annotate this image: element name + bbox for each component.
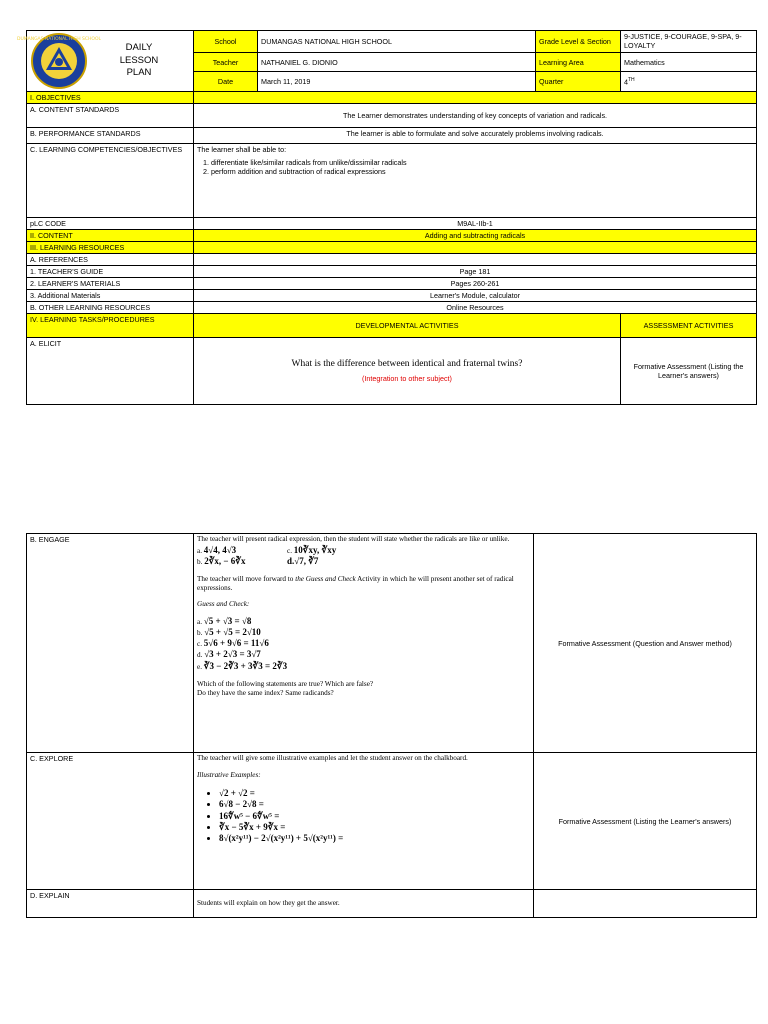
explore-assessment: Formative Assessment (Listing the Learner's answers)	[534, 753, 757, 890]
performance-standards-label: B. PERFORMANCE STANDARDS	[27, 128, 194, 144]
plc-code-label: pLC CODE	[27, 218, 194, 230]
explain-assessment	[534, 890, 757, 918]
learning-tasks-heading: IV. LEARNING TASKS/PROCEDURES	[27, 314, 194, 338]
learning-area-label: Learning Area	[536, 52, 621, 72]
date-value: March 11, 2019	[258, 72, 536, 92]
teacher-value: NATHANIEL G. DIONIO	[258, 52, 536, 72]
objectives-heading: I. OBJECTIVES	[27, 92, 194, 104]
engage-label: B. ENGAGE	[27, 534, 194, 753]
content-standards-label: A. CONTENT STANDARDS	[27, 104, 194, 128]
learners-materials-label: 2. LEARNER'S MATERIALS	[27, 278, 194, 290]
plc-code-value: M9AL-IIb-1	[194, 218, 757, 230]
engage-activity: The teacher will present radical expression, then the student will state whether the radicals are like or unlike. a. 4√4, 4√3 c. 10∛xy, ∛xy b. 2∛x, − 6∛x d.√7, ∛7 The teacher will move forward to the Guess and Check Activity in which he will present another set of radical expressions. Guess and Check: a. √5 + √3 = √8 b. √5 + √5 = 2√10 c. 5√6 + 9√6 = 11√6 d. √3 + 2√3 = 3√7 e. ∛3 − 2∛3 + 3∛3 = 2∛3 Which of the following statements are true? Which are false? Do they have the same index? Same radicands?	[194, 534, 534, 753]
other-resources-label: B. OTHER LEARNING RESOURCES	[27, 302, 194, 314]
explain-label: D. EXPLAIN	[27, 890, 194, 918]
grade-level-label: Grade Level & Section	[536, 31, 621, 53]
competencies-value: The learner shall be able to: 1. differentiate like/similar radicals from unlike/dissimilar radicals 2. perform addition and subtraction of radical expressions	[194, 144, 757, 218]
school-seal-logo	[16, 32, 102, 90]
illustrative-examples-heading: Illustrative Examples:	[197, 771, 261, 779]
explain-activity: Students will explain on how they get the answer.	[194, 890, 534, 918]
engage-assessment: Formative Assessment (Question and Answer method)	[534, 534, 757, 753]
performance-standards-value: The learner is able to formulate and solve accurately problems involving radicals.	[194, 128, 757, 144]
school-label: School	[194, 31, 258, 53]
grade-level-value: 9-JUSTICE, 9-COURAGE, 9-SPA, 9-LOYALTY	[621, 31, 757, 53]
explore-activity: The teacher will give some illustrative examples and let the student answer on the chalkboard. Illustrative Examples: • √2 + √2 = • 6√8 − 2√8 = • 16∜w⁵ − 6∜w⁵ = • ∛x − 5∛x + 9∛x = • 8√(x²y¹¹) − 2√(x²y¹¹) + 5√(x²y¹¹) =	[194, 753, 534, 890]
content-standards-value: The Learner demonstrates understanding of key concepts of variation and radicals.	[194, 104, 757, 128]
quarter-label: Quarter	[536, 72, 621, 92]
quarter-value: 4TH	[621, 72, 757, 92]
other-resources-value: Online Resources	[194, 302, 757, 314]
lesson-plan-table-2	[26, 533, 757, 918]
learning-area-value: Mathematics	[621, 52, 757, 72]
teachers-guide-value: Page 181	[194, 266, 757, 278]
additional-materials-label: 3. Additional Materials	[27, 290, 194, 302]
learners-materials-value: Pages 260-261	[194, 278, 757, 290]
illustrative-examples-list: • √2 + √2 = • 6√8 − 2√8 = • 16∜w⁵ − 6∜w⁵ = • ∛x − 5∛x + 9∛x = • 8√(x²y¹¹) − 2√(x²y¹¹) + 5√(x²y¹¹) =	[197, 788, 530, 844]
teachers-guide-label: 1. TEACHER'S GUIDE	[27, 266, 194, 278]
date-label: Date	[194, 72, 258, 92]
guess-and-check-heading: Guess and Check:	[197, 599, 250, 608]
elicit-label: A. ELICIT	[27, 338, 194, 405]
elicit-assessment: Formative Assessment (Listing the Learner's answers)	[621, 338, 757, 405]
school-value: DUMANGAS NATIONAL HIGH SCHOOL	[258, 31, 536, 53]
assessment-activities-heading: ASSESSMENT ACTIVITIES	[621, 314, 757, 338]
elicit-activity: What is the difference between identical and fraternal twins? (Integration to other subject)	[194, 338, 621, 405]
additional-materials-value: Learner's Module, calculator	[194, 290, 757, 302]
lesson-plan-table-1	[16, 30, 757, 405]
competencies-label: C. LEARNING COMPETENCIES/OBJECTIVES	[27, 144, 194, 218]
content-heading: II. CONTENT	[27, 230, 194, 242]
developmental-activities-heading: DEVELOPMENTAL ACTIVITIES	[194, 314, 621, 338]
guess-and-check-list: a. √5 + √3 = √8 b. √5 + √5 = 2√10 c. 5√6 + 9√6 = 11√6 d. √3 + 2√3 = 3√7 e. ∛3 − 2∛3 + 3∛3 = 2∛3	[197, 615, 288, 671]
teacher-label: Teacher	[194, 52, 258, 72]
explore-label: C. EXPLORE	[27, 753, 194, 890]
content-value: Adding and subtracting radicals	[194, 230, 757, 242]
learning-resources-heading: III. LEARNING RESOURCES	[27, 242, 194, 254]
references-label: A. REFERENCES	[27, 254, 194, 266]
header-logo-cell	[16, 31, 194, 92]
svg-text:DUMANGAS NATIONAL HIGH SCHOOL: DUMANGAS NATIONAL HIGH SCHOOL	[16, 37, 102, 42]
daily-lesson-plan-title: DAILY LESSON PLAN	[119, 41, 159, 79]
